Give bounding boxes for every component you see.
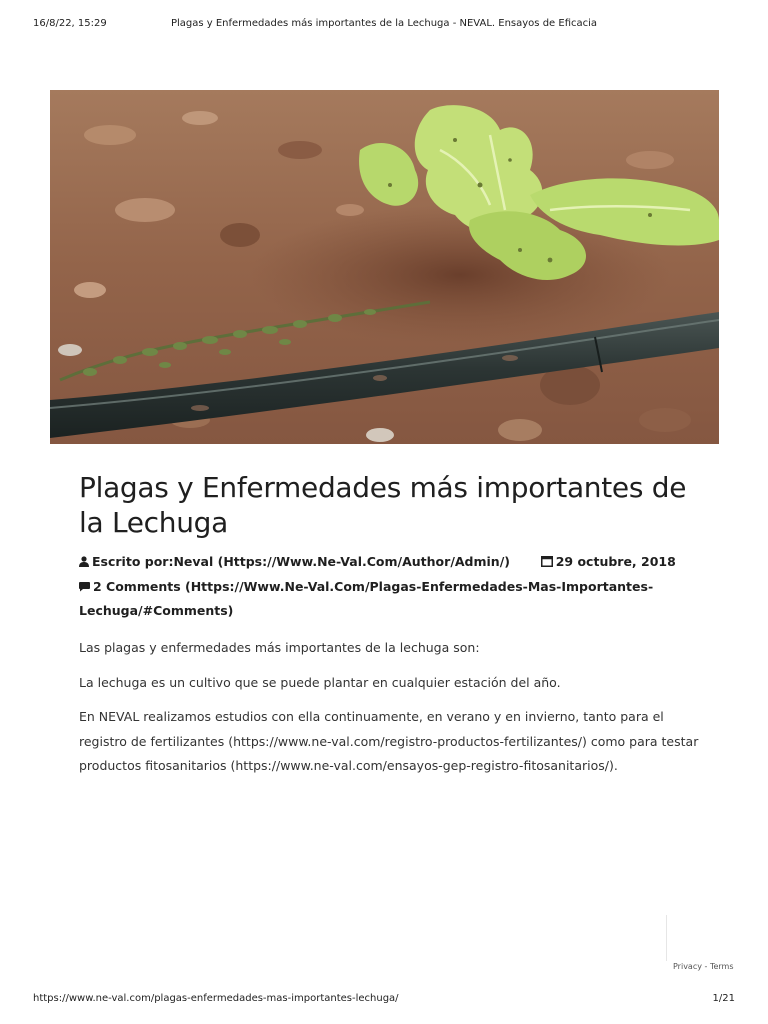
lettuce-photo [50,90,719,444]
privacy-link[interactable]: Privacy [673,962,702,971]
comments-link[interactable] [79,579,653,619]
hero-image [50,90,719,444]
author-text: Escrito por:Neval (Https://Www.Ne-Val.Com/Author/Admin/) [92,554,510,569]
paragraph: Las plagas y enfermedades más importantes de la lechuga son: [79,640,480,655]
article-meta [79,550,699,624]
print-page-title: Plagas y Enfermedades más importantes de la Lechuga - NEVAL. Ensayos de Eficacia [170,18,598,29]
recaptcha-links [673,962,734,971]
article-body [79,636,699,789]
recaptcha-badge [666,915,736,975]
date-text: 29 octubre, 2018 [555,554,676,569]
user-icon [79,556,89,567]
page-number: 1/21 [712,993,735,1004]
author-link[interactable] [79,554,514,569]
comment-icon [79,581,90,592]
comments-text: 2 Comments (Https://Www.Ne-Val.Com/Plagas-Enfermedades-Mas-Importantes-Lechuga/#Comments) [79,578,654,618]
paragraph: La lechuga es un cultivo que se puede plantar en cualquier estación del año. [79,674,561,690]
recaptcha-edge [666,915,667,961]
terms-link[interactable]: Terms [709,962,734,971]
print-url: https://www.ne-val.com/plagas-enfermedades-mas-importantes-lechuga/ [33,993,399,1004]
paragraph: En NEVAL realizamos estudios con ella continuamente, en verano y en invierno, tanto para el registro de fertilizantes (https://www.ne-val.com/registro-productos-fertilizantes/) como para testar productos fitosanitarios (https://www.ne-val.com/ensayos-gep-registro-fitosanitarios/). [79,709,699,773]
post-date [536,554,675,569]
print-timestamp: 16/8/22, 15:29 [33,18,107,29]
link-separator: - [701,962,710,971]
article-title: Plagas y Enfermedades más importantes de la Lechuga [79,471,687,539]
calendar-icon [541,555,553,567]
